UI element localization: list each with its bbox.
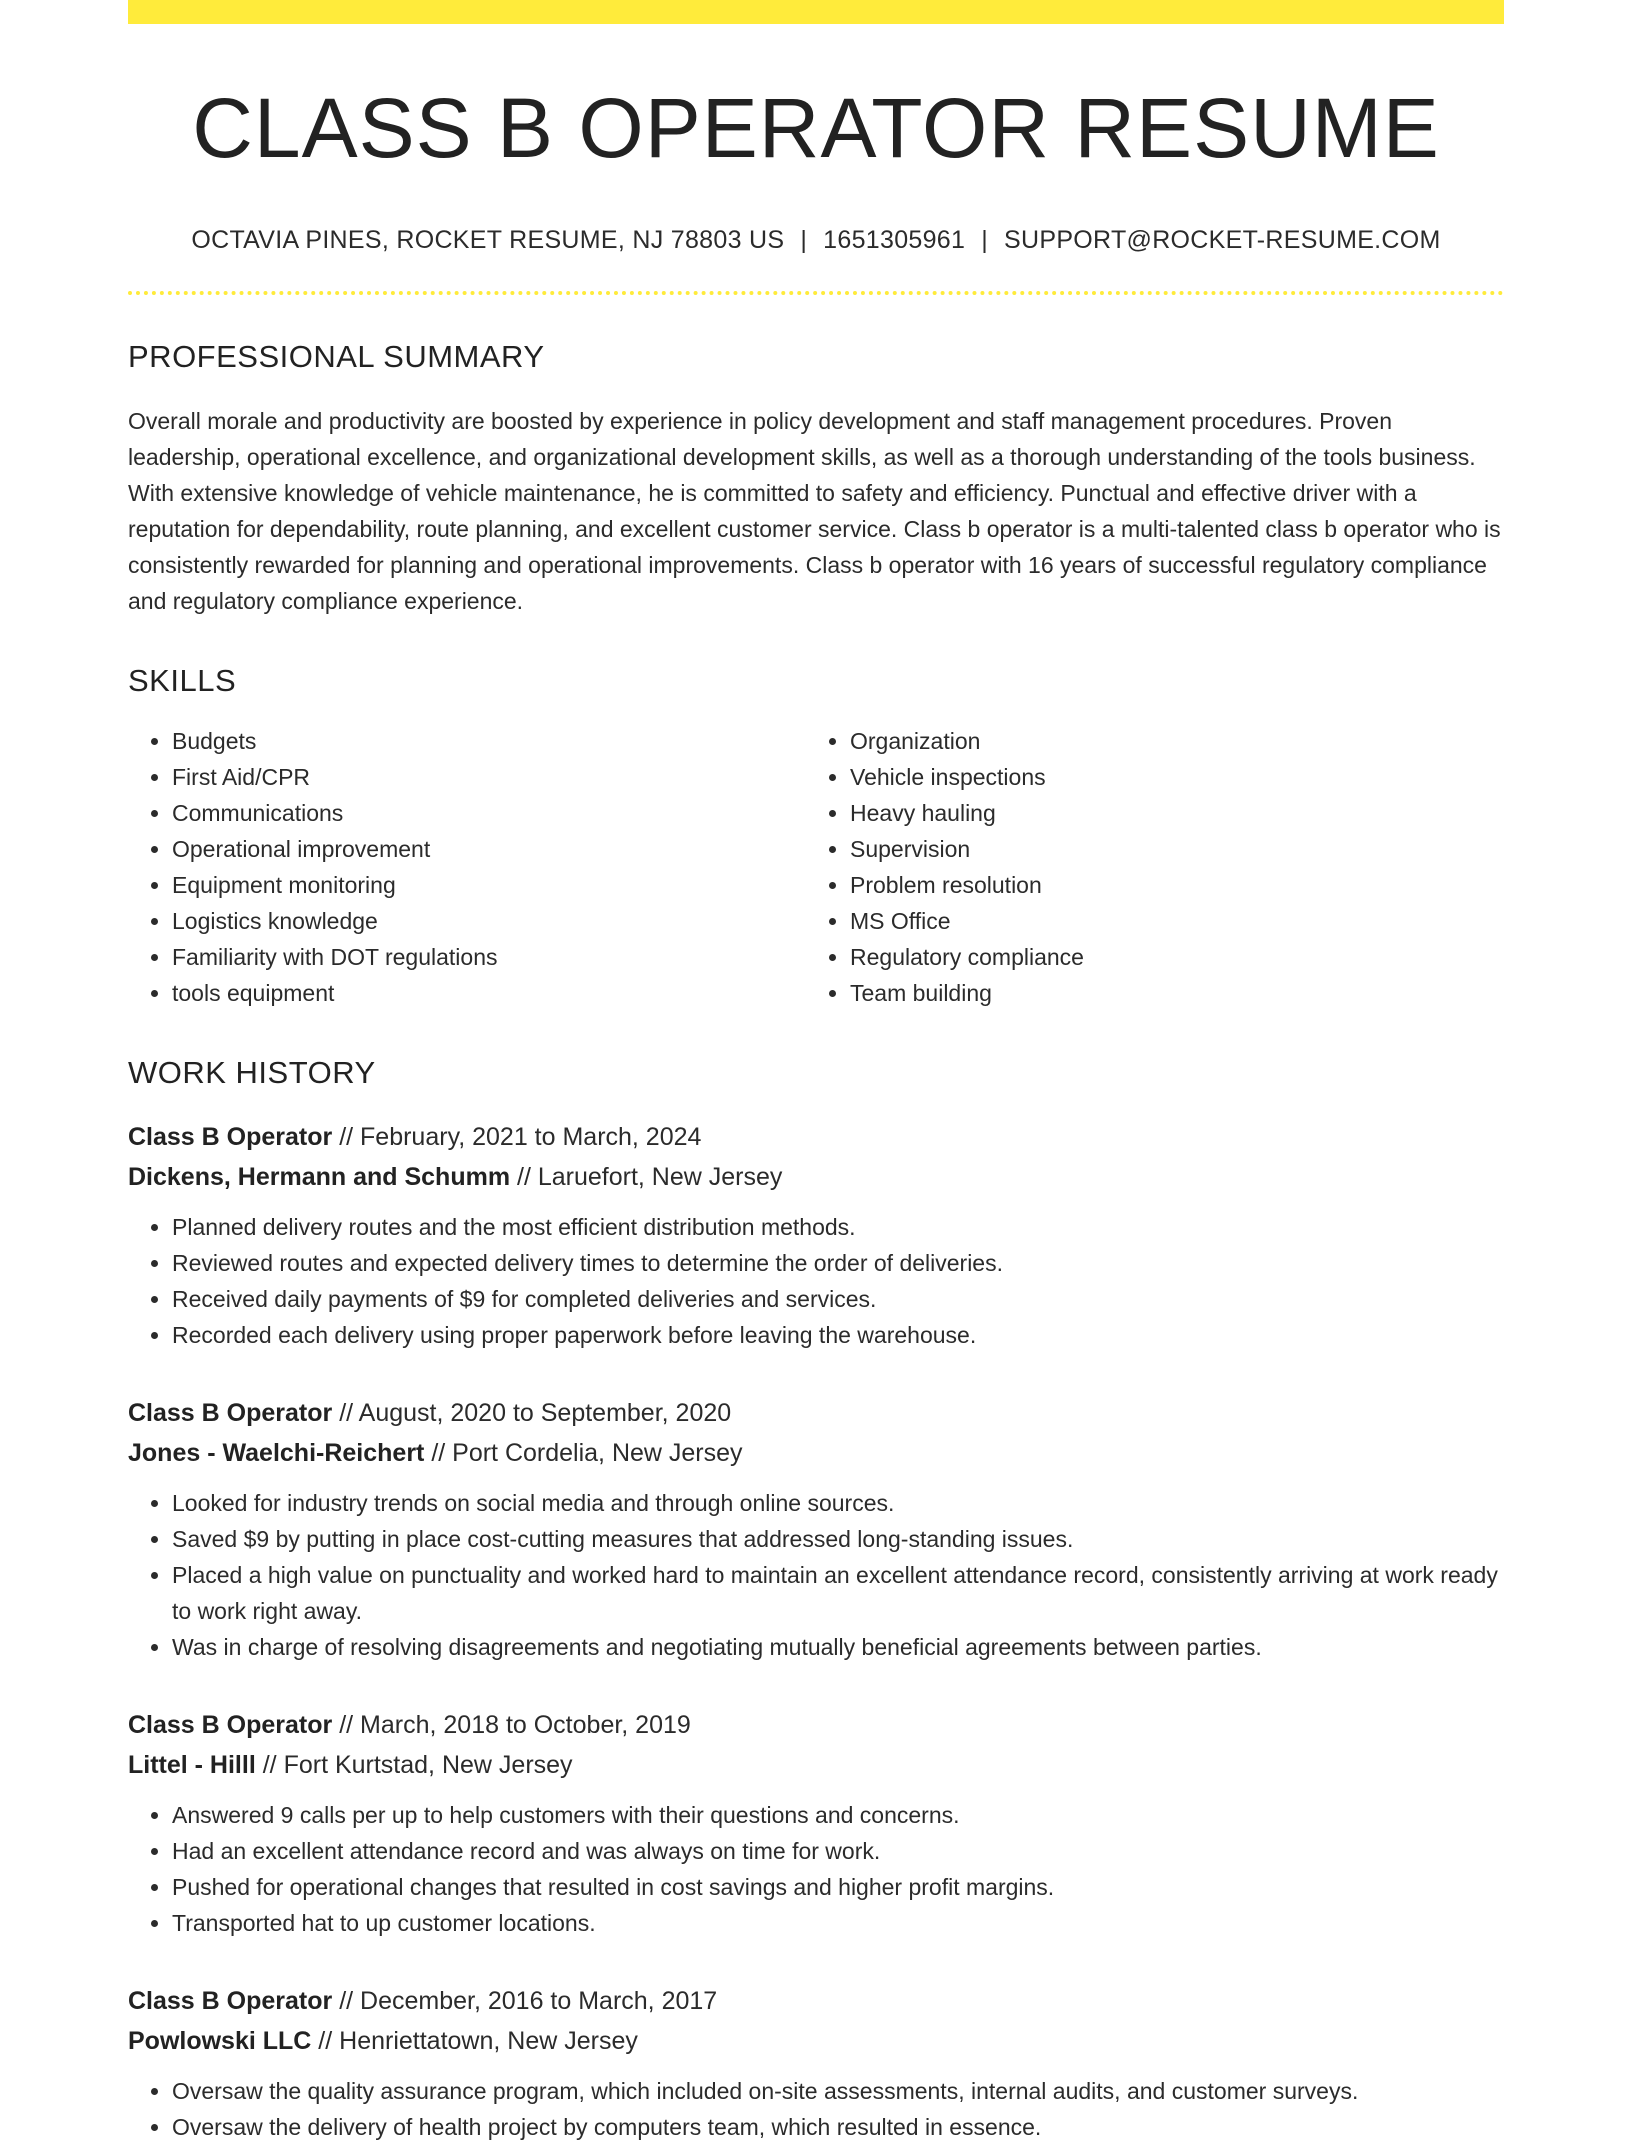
job-bullet: • Planned delivery routes and the most efficient distribution methods. [172, 1209, 1504, 1245]
skills-list [128, 723, 1504, 1011]
job-bullet: • Had an excellent attendance record and was always on time for work. [172, 1833, 1504, 1869]
skill-item: • Organization [850, 723, 1484, 759]
job-title-line [128, 1981, 1504, 2021]
job-company-line [128, 1745, 1504, 1785]
job-bullet: • Pushed for operational changes that resulted in cost savings and higher profit margins. [172, 1869, 1504, 1905]
job-title: Class B Operator [128, 1987, 333, 2016]
job-location: // Fort Kurtstad, New Jersey [255, 1751, 573, 1780]
skill-item: • Equipment monitoring [172, 867, 806, 903]
skill-item: • tools equipment [172, 975, 806, 1011]
job-company: Dickens, Hermann and Schumm [128, 1163, 511, 1192]
contact-separator: | [981, 226, 989, 255]
skill-item: • MS Office [850, 903, 1484, 939]
job-entry [128, 1981, 1504, 2145]
job-title-line [128, 1393, 1504, 1433]
skill-item: • Problem resolution [850, 867, 1484, 903]
job-bullet: • Oversaw the quality assurance program, which included on-site assessments, internal audits, and customer surveys. [172, 2073, 1504, 2109]
skill-item: • Familiarity with DOT regulations [172, 939, 806, 975]
skill-item: • Logistics knowledge [172, 903, 806, 939]
job-bullet: • Received daily payments of $9 for completed deliveries and services. [172, 1281, 1504, 1317]
job-entry [128, 1393, 1504, 1665]
job-bullet: • Answered 9 calls per up to help customers with their questions and concerns. [172, 1797, 1504, 1833]
job-company-line [128, 1157, 1504, 1197]
job-bullet: • Placed a high value on punctuality and worked hard to maintain an excellent attendance record, consistently arriving at work ready to work right away. [172, 1557, 1504, 1629]
dotted-divider [128, 291, 1504, 295]
job-location: // Laruefort, New Jersey [510, 1163, 783, 1192]
job-title-line [128, 1117, 1504, 1157]
job-bullets [128, 1485, 1504, 1665]
top-accent-bar [128, 0, 1504, 24]
job-company: Littel - Hilll [128, 1751, 256, 1780]
job-bullet: • Recorded each delivery using proper paperwork before leaving the warehouse. [172, 1317, 1504, 1353]
job-entry [128, 1117, 1504, 1353]
page-title: CLASS B OPERATOR RESUME [192, 81, 1440, 175]
job-company-line [128, 1433, 1504, 1473]
job-bullet: • Looked for industry trends on social media and through online sources. [172, 1485, 1504, 1521]
contact-email: SUPPORT@ROCKET-RESUME.COM [1004, 226, 1441, 255]
contact-line [128, 226, 1504, 255]
job-bullet: • Saved $9 by putting in place cost-cutting measures that addressed long-standing issues. [172, 1521, 1504, 1557]
skill-item: • Team building [850, 975, 1484, 1011]
skill-item: • Vehicle inspections [850, 759, 1484, 795]
skill-item: • Budgets [172, 723, 806, 759]
resume-page [128, 0, 1504, 2145]
job-company: Powlowski LLC [128, 2027, 312, 2056]
skill-item: • First Aid/CPR [172, 759, 806, 795]
contact-address: OCTAVIA PINES, ROCKET RESUME, NJ 78803 US [191, 226, 785, 255]
job-location: // Henriettatown, New Jersey [311, 2027, 638, 2056]
job-entry [128, 1705, 1504, 1941]
skills-column-left [128, 723, 806, 1011]
work-history-heading: WORK HISTORY [128, 1055, 376, 1091]
job-location: // Port Cordelia, New Jersey [424, 1439, 743, 1468]
contact-separator: | [800, 226, 808, 255]
skill-item: • Communications [172, 795, 806, 831]
job-bullet: • Oversaw the delivery of health project by computers team, which resulted in essence. [172, 2109, 1504, 2145]
job-company: Jones - Waelchi-Reichert [128, 1439, 425, 1468]
job-title: Class B Operator [128, 1123, 333, 1152]
job-bullets [128, 1797, 1504, 1941]
skills-heading: SKILLS [128, 663, 237, 699]
job-title: Class B Operator [128, 1399, 333, 1428]
contact-phone: 1651305961 [823, 226, 966, 255]
skill-item: • Supervision [850, 831, 1484, 867]
summary-heading: PROFESSIONAL SUMMARY [128, 339, 545, 375]
job-bullet: • Reviewed routes and expected delivery times to determine the order of deliveries. [172, 1245, 1504, 1281]
job-bullets [128, 1209, 1504, 1353]
job-bullet: • Was in charge of resolving disagreements and negotiating mutually beneficial agreements between parties. [172, 1629, 1504, 1665]
job-dates: // February, 2021 to March, 2024 [332, 1123, 702, 1152]
skill-item: • Regulatory compliance [850, 939, 1484, 975]
job-title-line [128, 1705, 1504, 1745]
job-dates: // March, 2018 to October, 2019 [332, 1711, 691, 1740]
job-dates: // August, 2020 to September, 2020 [332, 1399, 732, 1428]
job-dates: // December, 2016 to March, 2017 [332, 1987, 718, 2016]
skills-column-right [806, 723, 1484, 1011]
job-bullets [128, 2073, 1504, 2145]
summary-text: Overall morale and productivity are boosted by experience in policy development and staff management procedures. Proven leadership, operational excellence, and organizational development skills, as well as a thorough understanding of the tools business. With extensive knowledge of vehicle maintenance, he is committed to safety and efficiency. Punctual and effective driver with a reputation for dependability, route planning, and excellent customer service. Class b operator is a multi-talented class b operator who is consistently rewarded for planning and operational improvements. Class b operator with 16 years of successful regulatory compliance and regulatory compliance experience. [128, 408, 1501, 615]
skill-item: • Heavy hauling [850, 795, 1484, 831]
job-bullet: • Transported hat to up customer locations. [172, 1905, 1504, 1941]
job-company-line [128, 2021, 1504, 2061]
skill-item: • Operational improvement [172, 831, 806, 867]
job-title: Class B Operator [128, 1711, 333, 1740]
